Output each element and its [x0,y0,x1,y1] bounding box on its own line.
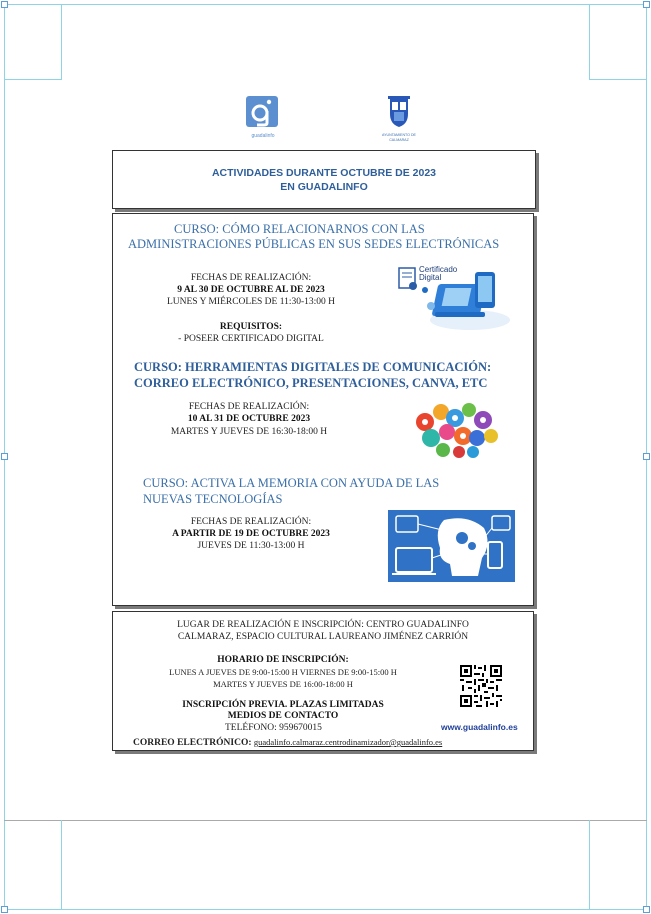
course2-title-line2: CORREO ELECTRÓNICO, PRESENTACIONES, CANVA, ETC [134,376,488,390]
footer-lugar-line2: CALMARAZ, ESPACIO CULTURAL LAUREANO JIMÉNEZ CARRIÓN [177,632,469,642]
resize-handle-middle-left[interactable] [1,453,8,460]
footer-telefono-label: TELÉFONO: [225,723,277,733]
course1-title-line2: ADMINISTRACIONES PÚBLICAS EN SUS SEDES ELECTRÓNICAS [128,237,500,251]
guide-right [589,4,590,79]
course1-requisitos-item: - POSEER CERTIFICADO DIGITAL [178,334,324,344]
footer-correo [133,736,442,749]
header-title-line2: EN GUADALINFO [280,181,368,193]
technology-illustration [388,510,515,582]
resize-handle-bottom-left[interactable] [1,906,8,913]
resize-handle-top-right[interactable] [643,1,650,8]
footer-horario-line2: MARTES Y JUEVES DE 16:00-18:00 H [213,679,353,689]
course3-dates: A PARTIR DE 19 DE OCTUBRE 2023 [172,529,330,539]
council-crest-icon [378,96,420,128]
course2-fechas-label: FECHAS DE REALIZACIÓN: [188,402,310,412]
qr-code-icon [459,664,503,708]
footer-horario-line1: LUNES A JUEVES DE 9:00-15:00 H VIERNES DE 9:00-15:00 H [169,667,397,677]
footer-medios-contacto: MEDIOS DE CONTACTO [227,711,339,721]
certificate-badge-text: Certificado Digital [419,265,458,282]
course3-title-line1: CURSO: ACTIVA LA MEMORIA CON AYUDA DE LAS [143,476,440,490]
course2-schedule: MARTES Y JUEVES DE 16:30-18:00 H [170,427,328,437]
footer-website-link[interactable]: www.guadalinfo.es [441,722,518,732]
resize-handle-bottom-right[interactable] [643,906,650,913]
guide-right-bottom [589,820,590,910]
guide-top [4,79,62,80]
courses-box [112,213,534,606]
guide-top-right [589,79,647,80]
course3-fechas-label: FECHAS DE REALIZACIÓN: [190,517,312,527]
footer-correo-label: CORREO ELECTRÓNICO: [133,738,252,748]
course1-fechas-label: FECHAS DE REALIZACIÓN: [190,273,312,283]
resize-handle-middle-right[interactable] [643,453,650,460]
guide-bottom [4,820,647,821]
header-box [112,150,536,209]
guadalinfo-logo-icon [244,96,280,128]
course2-title-line1: CURSO: HERRAMIENTAS DIGITALES DE COMUNICACIÓN: [134,360,492,374]
council-crest-caption: AYUNTAMIENTO DE CALMARAZ [382,133,416,142]
certificate-illustration [395,262,511,334]
guadalinfo-logo-caption: guadalinfo [251,133,275,139]
council-crest-logo [378,96,420,142]
footer-lugar-line1: LUGAR DE REALIZACIÓN E INSCRIPCIÓN: CENTRO GUADALINFO [177,620,469,630]
communication-icons-illustration [411,402,503,458]
resize-handle-top-left[interactable] [1,1,8,8]
course3-title-line2: NUEVAS TECNOLOGÍAS [143,492,283,506]
footer-inscripcion-previa: INSCRIPCIÓN PREVIA. PLAZAS LIMITADAS [182,700,384,710]
page-border-top [4,4,647,5]
course1-title-line1: CURSO: CÓMO RELACIONARNOS CON LAS [174,222,425,236]
course1-schedule: LUNES Y MIÉRCOLES DE 11:30-13:00 H [166,297,336,307]
footer-telefono [225,722,322,734]
footer-correo-link[interactable]: guadalinfo.calmaraz.centrodinamizador@guadalinfo.es [253,737,443,747]
course1-requisitos-label: REQUISITOS: [219,322,283,332]
course2-dates: 10 AL 31 DE OCTUBRE 2023 [187,414,311,424]
page-border-bottom [4,909,647,910]
footer-telefono-value: 959670015 [279,723,322,733]
course3-schedule: JUEVES DE 11:30-13:00 H [197,541,305,551]
memory-technology-icon [388,510,515,582]
header-title-line1: ACTIVIDADES DURANTE OCTUBRE DE 2023 [211,167,437,179]
guadalinfo-logo [244,96,282,138]
guide-left [61,4,62,79]
footer-box [112,611,534,751]
footer-horario-label: HORARIO DE INSCRIPCIÓN: [217,655,349,665]
social-bubbles-icon [411,402,503,458]
course1-dates: 9 AL 30 DE OCTUBRE AL DE 2023 [177,285,325,295]
qr-code[interactable] [459,664,503,708]
guide-left-bottom [61,820,62,910]
